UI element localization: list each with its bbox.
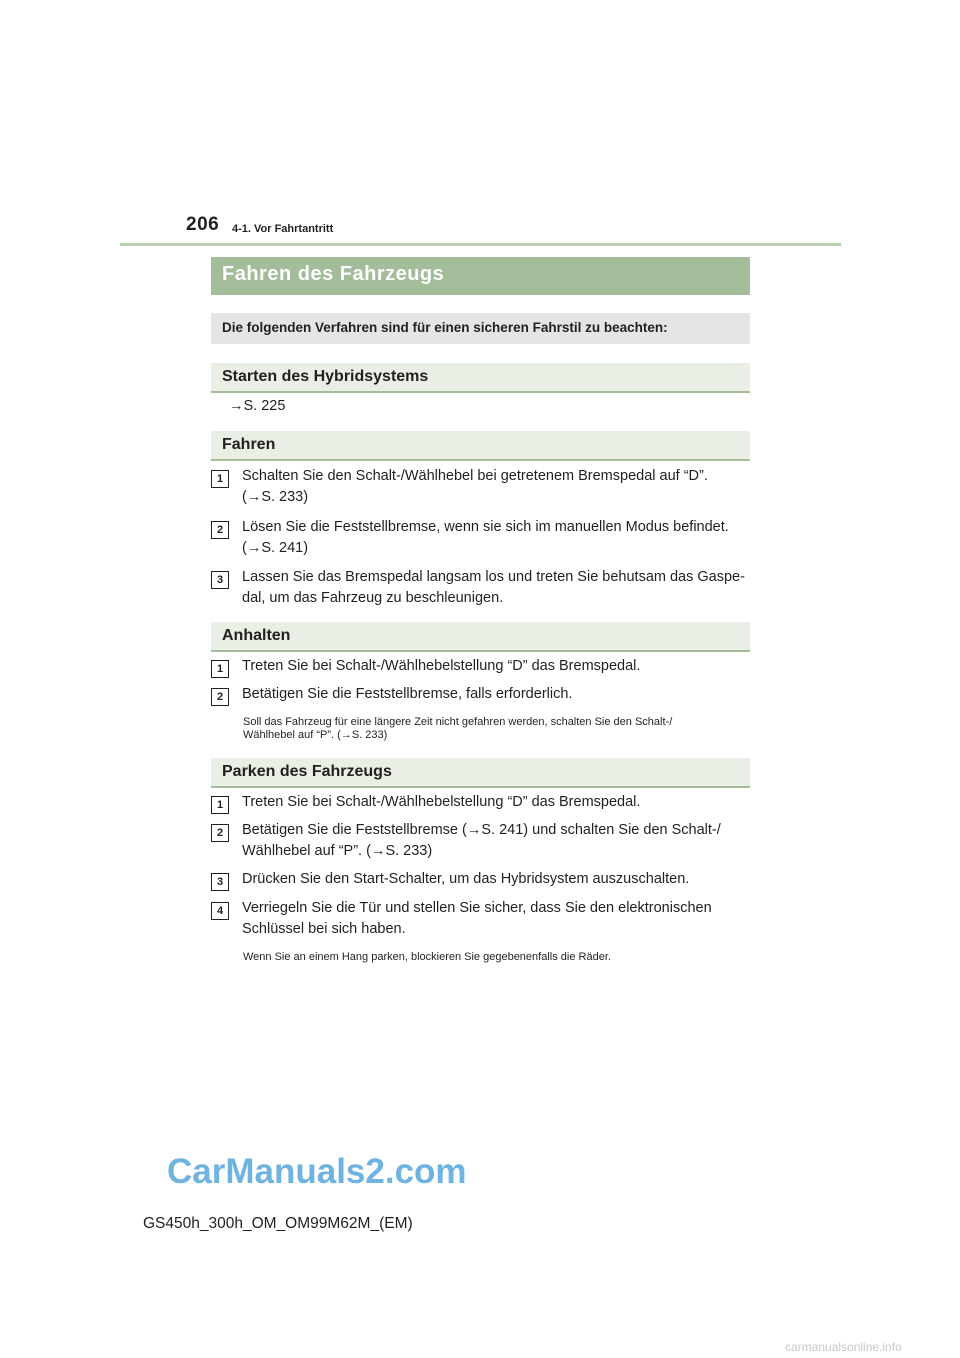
step-number-badge: 2 xyxy=(211,824,229,842)
step-line: (→S. 241) xyxy=(242,540,309,556)
step-number-badge: 4 xyxy=(211,902,229,920)
step-line: Betätigen Sie die Feststellbremse (→S. 241) und schalten Sie den Schalt-/ xyxy=(242,822,721,838)
step-line: Schlüssel bei sich haben. xyxy=(242,921,406,937)
note-text: Wenn Sie an einem Hang parken, blockieren Sie gegebenenfalls die Räder. xyxy=(243,951,611,963)
intro-box xyxy=(211,313,750,344)
heading-parken-label: Parken des Fahrzeugs xyxy=(222,763,392,780)
step-text xyxy=(242,869,745,890)
step-number-badge: 3 xyxy=(211,873,229,891)
intro-text: Die folgenden Verfahren sind für einen sicheren Fahrstil zu beachten: xyxy=(222,320,668,335)
heading-starten xyxy=(211,363,750,393)
step-text xyxy=(242,656,745,677)
step-number-badge: 2 xyxy=(211,688,229,706)
step-number-badge: 1 xyxy=(211,796,229,814)
watermark-logo: CarManuals2.com xyxy=(167,1152,467,1191)
document-code: GS450h_300h_OM_OM99M62M_(EM) xyxy=(143,1215,413,1232)
step-line: Treten Sie bei Schalt-/Wählhebelstellung “D” das Bremspedal. xyxy=(242,658,641,674)
step-line: Wählhebel auf “P”. (→S. 233) xyxy=(242,843,433,859)
step-text xyxy=(242,466,745,508)
step-line: Lösen Sie die Feststellbremse, wenn sie sich im manuellen Modus befindet. xyxy=(242,519,729,535)
step-text xyxy=(242,517,745,559)
note-line: Soll das Fahrzeug für eine längere Zeit nicht gefahren werden, schalten Sie den Schalt-/ xyxy=(243,716,673,728)
heading-starten-label: Starten des Hybridsystems xyxy=(222,368,429,385)
page-title: Fahren des Fahrzeugs xyxy=(222,263,445,285)
note-text xyxy=(243,716,746,742)
step-text xyxy=(242,820,745,862)
step-line: Betätigen Sie die Feststellbremse, falls erforderlich. xyxy=(242,686,573,702)
step-line: Schalten Sie den Schalt-/Wählhebel bei getretenem Bremspedal auf “D”. xyxy=(242,468,708,484)
header-divider xyxy=(120,243,841,246)
step-text xyxy=(242,684,745,705)
page-number: 206 xyxy=(186,214,220,235)
heading-fahren xyxy=(211,431,750,461)
page-title-bar xyxy=(211,257,750,295)
heading-fahren-label: Fahren xyxy=(222,436,276,453)
heading-parken xyxy=(211,758,750,788)
step-number-badge: 1 xyxy=(211,660,229,678)
step-line: Treten Sie bei Schalt-/Wählhebelstellung “D” das Bremspedal. xyxy=(242,794,641,810)
step-text xyxy=(242,792,745,813)
heading-anhalten xyxy=(211,622,750,652)
note-line: Wählhebel auf “P”. (→S. 233) xyxy=(243,729,388,741)
step-line: dal, um das Fahrzeug zu beschleunigen. xyxy=(242,590,504,606)
step-number-badge: 2 xyxy=(211,521,229,539)
step-text xyxy=(242,898,745,940)
section-header: 4-1. Vor Fahrtantritt xyxy=(232,223,334,235)
heading-anhalten-label: Anhalten xyxy=(222,627,291,644)
step-line: (→S. 233) xyxy=(242,489,309,505)
step-line: Lassen Sie das Bremspedal langsam los und treten Sie behutsam das Gaspe- xyxy=(242,569,745,585)
page-reference-link[interactable]: →S. 225 xyxy=(229,398,286,414)
step-number-badge: 1 xyxy=(211,470,229,488)
step-line: Verriegeln Sie die Tür und stellen Sie sicher, dass Sie den elektronischen xyxy=(242,900,712,916)
step-number-badge: 3 xyxy=(211,571,229,589)
step-line: Drücken Sie den Start-Schalter, um das Hybridsystem auszuschalten. xyxy=(242,871,690,887)
step-text xyxy=(242,567,745,609)
watermark-text: carmanualsonline.info xyxy=(785,1340,902,1354)
